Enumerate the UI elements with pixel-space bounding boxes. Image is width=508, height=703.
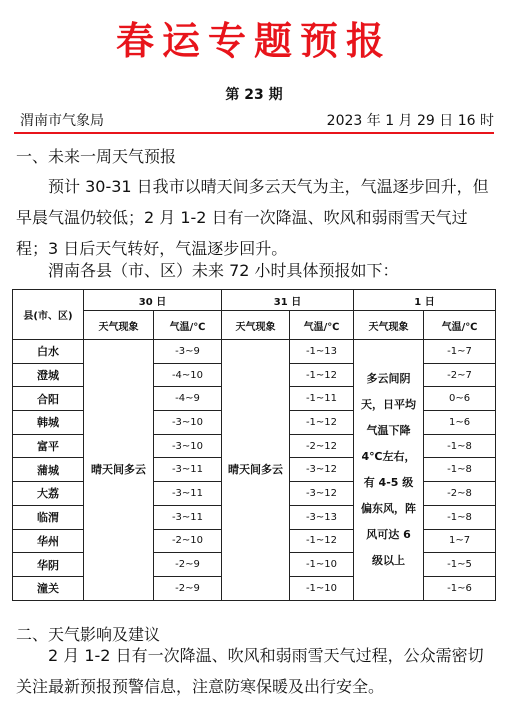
temp-30-cell: -3~11 bbox=[154, 458, 222, 482]
sub-header-weather: 天气现象 bbox=[354, 311, 424, 340]
temp-1-cell: 1~6 bbox=[424, 411, 496, 435]
issuing-agency: 渭南市气象局 bbox=[20, 113, 104, 129]
sub-header-weather: 天气现象 bbox=[222, 311, 290, 340]
sub-header-temp: 气温/℃ bbox=[290, 311, 354, 340]
section2-paragraph: 2 月 1-2 日有一次降温、吹风和弱雨雪天气过程，公众需密切关注最新预报预警信息，注意防寒保暖及出行安全。 bbox=[16, 646, 484, 696]
temp-30-cell: -3~9 bbox=[154, 340, 222, 364]
temp-31-cell: -2~12 bbox=[290, 434, 354, 458]
temp-31-cell: -3~13 bbox=[290, 505, 354, 529]
temp-31-cell: -1~12 bbox=[290, 363, 354, 387]
forecast-table bbox=[12, 289, 496, 601]
issue-datetime: 2023 年 1 月 29 日 16 时 bbox=[326, 113, 494, 129]
county-cell: 澄城 bbox=[13, 363, 84, 387]
temp-30-cell: -3~11 bbox=[154, 482, 222, 506]
temp-30-cell: -2~9 bbox=[154, 553, 222, 577]
section1-paragraph: 预计 30-31 日我市以晴天间多云天气为主，气温逐步回升，但早晨气温仍较低；2 月 1-2 日有一次降温、吹风和弱雨雪天气过程；3 日后天气转好，气温逐步回升。 bbox=[16, 177, 489, 258]
county-cell: 华州 bbox=[13, 529, 84, 553]
temp-31-cell: -1~12 bbox=[290, 529, 354, 553]
weather-1-cell: 多云间阴天，日平均气温下降 4℃左右，有 4-5 级偏东风，阵风可达 6 级以上 bbox=[354, 340, 424, 601]
section1-heading: 一、未来一周天气预报 bbox=[16, 147, 177, 166]
temp-1-cell: -1~7 bbox=[424, 340, 496, 364]
county-cell: 韩城 bbox=[13, 411, 84, 435]
issue-number: 第 23 期 bbox=[225, 87, 283, 103]
doc-title: 春运专题预报 bbox=[115, 18, 392, 63]
temp-1-cell: -1~8 bbox=[424, 434, 496, 458]
section2-heading: 二、天气影响及建议 bbox=[16, 625, 161, 644]
temp-30-cell: -4~9 bbox=[154, 387, 222, 411]
weather-31-cell: 晴天间多云 bbox=[222, 340, 290, 601]
temp-31-cell: -1~11 bbox=[290, 387, 354, 411]
temp-30-cell: -2~9 bbox=[154, 576, 222, 600]
temp-31-cell: -1~10 bbox=[290, 553, 354, 577]
county-cell: 合阳 bbox=[13, 387, 84, 411]
temp-1-cell: 0~6 bbox=[424, 387, 496, 411]
county-cell: 大荔 bbox=[13, 482, 84, 506]
county-cell: 临渭 bbox=[13, 505, 84, 529]
temp-1-cell: 1~7 bbox=[424, 529, 496, 553]
county-header: 县(市、区) bbox=[13, 290, 84, 340]
temp-1-cell: -2~8 bbox=[424, 482, 496, 506]
sub-header-temp: 气温/℃ bbox=[424, 311, 496, 340]
temp-30-cell: -2~10 bbox=[154, 529, 222, 553]
sub-header-temp: 气温/℃ bbox=[154, 311, 222, 340]
county-cell: 富平 bbox=[13, 434, 84, 458]
temp-1-cell: -1~8 bbox=[424, 505, 496, 529]
day-header-31: 31 日 bbox=[222, 290, 354, 311]
county-cell: 华阴 bbox=[13, 553, 84, 577]
county-cell: 蒲城 bbox=[13, 458, 84, 482]
temp-1-cell: -1~5 bbox=[424, 553, 496, 577]
temp-1-cell: -1~6 bbox=[424, 576, 496, 600]
day-header-1: 1 日 bbox=[354, 290, 496, 311]
temp-31-cell: -3~12 bbox=[290, 482, 354, 506]
header-rule bbox=[14, 132, 494, 134]
county-cell: 白水 bbox=[13, 340, 84, 364]
county-cell: 潼关 bbox=[13, 576, 84, 600]
temp-1-cell: -2~7 bbox=[424, 363, 496, 387]
temp-1-cell: -1~8 bbox=[424, 458, 496, 482]
temp-30-cell: -3~10 bbox=[154, 434, 222, 458]
temp-31-cell: -1~13 bbox=[290, 340, 354, 364]
temp-30-cell: -3~10 bbox=[154, 411, 222, 435]
temp-30-cell: -3~11 bbox=[154, 505, 222, 529]
section1-intro: 渭南各县（市、区）未来 72 小时具体预报如下： bbox=[48, 261, 399, 280]
sub-header-weather: 天气现象 bbox=[84, 311, 154, 340]
temp-31-cell: -3~12 bbox=[290, 458, 354, 482]
weather-30-cell: 晴天间多云 bbox=[84, 340, 154, 601]
temp-31-cell: -1~12 bbox=[290, 411, 354, 435]
day-header-30: 30 日 bbox=[84, 290, 222, 311]
temp-31-cell: -1~10 bbox=[290, 576, 354, 600]
table-row bbox=[13, 340, 496, 364]
temp-30-cell: -4~10 bbox=[154, 363, 222, 387]
